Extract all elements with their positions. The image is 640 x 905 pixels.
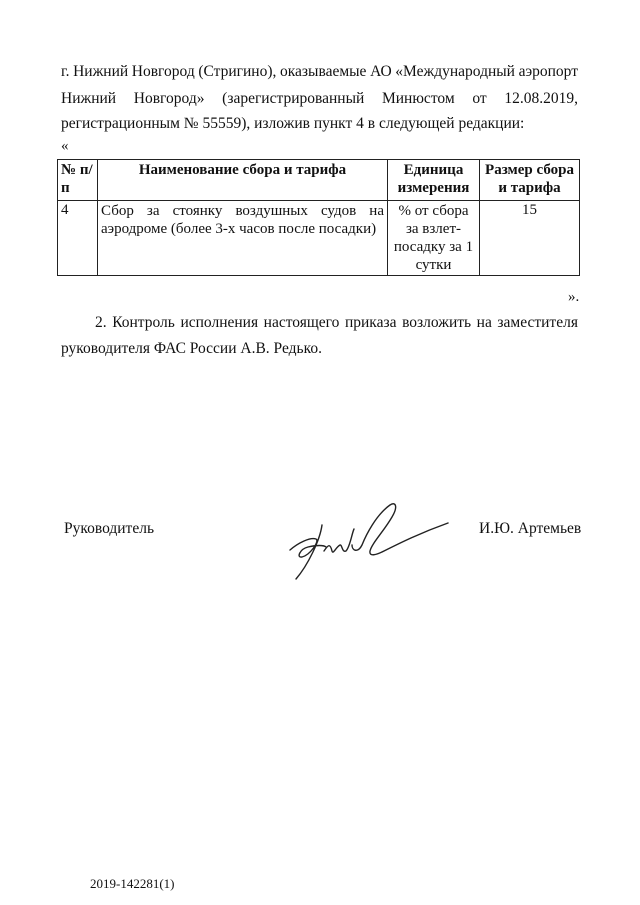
header-size: Размер сбора и тарифа xyxy=(480,160,580,201)
cell-size: 15 xyxy=(480,201,580,276)
opening-quote: « xyxy=(61,138,69,154)
paragraph-line-2: Нижний Новгород» (зарегистрированный Минюстом от 12.08.2019, xyxy=(61,90,578,107)
paragraph-line-1: г. Нижний Новгород (Стригино), оказываемые АО «Международный аэропорт xyxy=(61,63,578,80)
cell-name: Сбор за стоянку воздушных судов на аэродроме (более 3-х часов после посадки) xyxy=(98,201,388,276)
table-header-row xyxy=(58,160,580,201)
document-number: 2019-142281(1) xyxy=(90,876,175,891)
paragraph-2-line-2: руководителя ФАС России А.В. Редько. xyxy=(61,340,322,357)
table-row xyxy=(58,201,580,276)
paragraph-2-line-1: 2. Контроль исполнения настоящего приказа возложить на заместителя xyxy=(95,314,578,331)
cell-unit: % от сбора за взлет-посадку за 1 сутки xyxy=(388,201,480,276)
header-number: № п/п xyxy=(58,160,98,201)
signatory-name: И.Ю. Артемьев xyxy=(479,520,582,537)
closing-quote: ». xyxy=(568,289,580,305)
header-name: Наименование сбора и тарифа xyxy=(98,160,388,201)
handwritten-signature xyxy=(280,495,455,585)
tariff-table xyxy=(57,159,580,276)
cell-number: 4 xyxy=(58,201,98,276)
header-unit: Единица измерения xyxy=(388,160,480,201)
signatory-role: Руководитель xyxy=(64,520,155,537)
paragraph-line-3: регистрационным № 55559), изложив пункт 4 в следующей редакции: xyxy=(61,115,525,132)
